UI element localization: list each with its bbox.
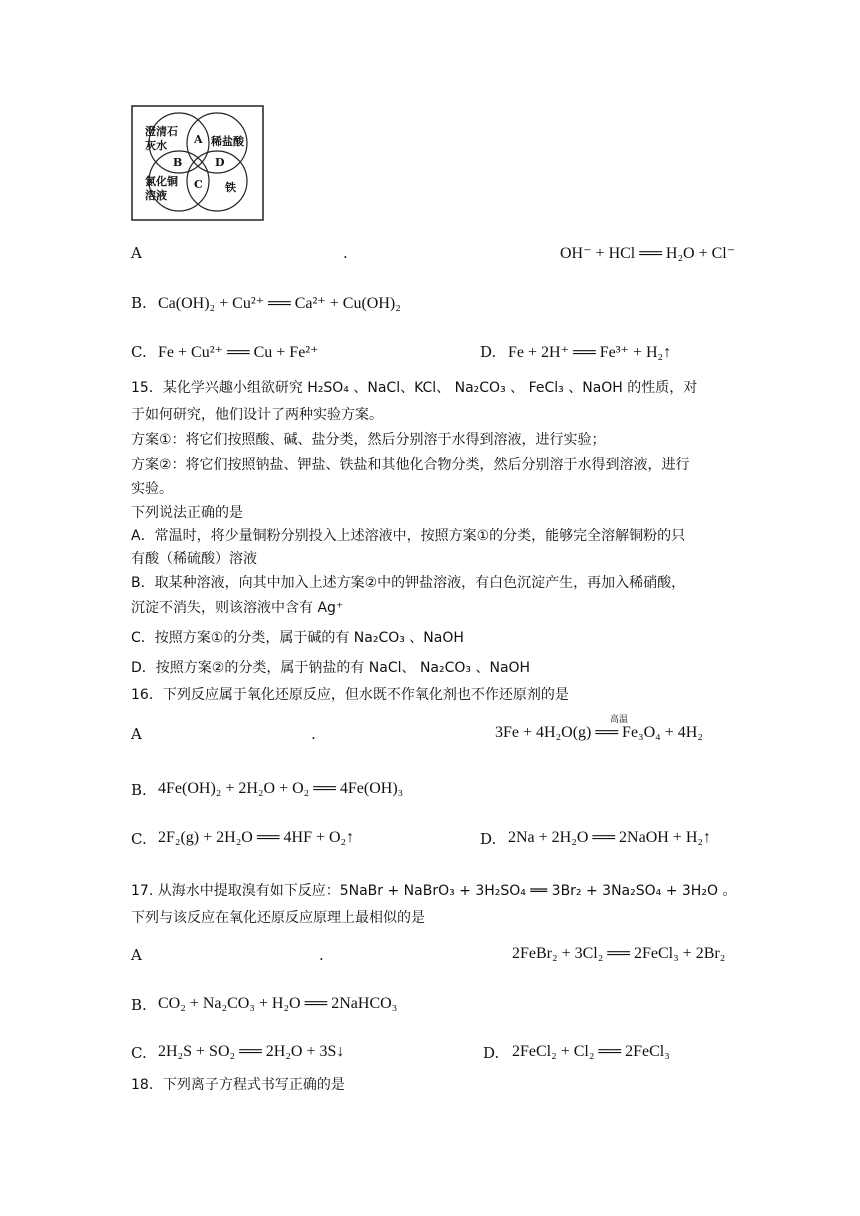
q15-question: 下列说法正确的是 (131, 505, 243, 521)
q16-option-b-equation: 4Fe(OH)₂ + 2H₂O + O₂ ══ 4Fe(OH)₃ (158, 780, 404, 797)
q14-option-b-equation: Ca(OH)₂ + Cu²⁺ ══ Ca²⁺ + Cu(OH)₂ (158, 295, 401, 312)
q15-stem-line1: 15．某化学兴趣小组欲研究 H₂SO₄ 、NaCl、KCl、 Na₂CO₃ 、 FeCl₃ 、NaOH 的性质，对 (131, 380, 698, 396)
q14-option-c-equation: Fe + Cu²⁺ ══ Cu + Fe²⁺ (158, 344, 319, 361)
q15-option-d: D．按照方案②的分类，属于钠盐的有 NaCl、 Na₂CO₃ 、NaOH (131, 660, 531, 676)
q17-option-b-label: B. (131, 996, 147, 1014)
q15-option-b-line2: 沉淀不消失，则该溶液中含有 Ag⁺ (131, 600, 344, 616)
q17-stem-line2: 下列与该反应在氧化还原反应原理上最相似的是 (131, 910, 425, 926)
q16-option-a-label: A (131, 725, 142, 743)
q16-option-c-label: C. (131, 830, 147, 848)
q17-option-a-dot: . (319, 946, 324, 964)
q16-option-a-condition: 高温 (610, 715, 629, 725)
q16-option-b-label: B. (131, 781, 147, 799)
venn-label-iron: 铁 (225, 181, 236, 194)
q14-option-a-dot: . (343, 244, 348, 262)
q17-option-a-label: A (131, 946, 142, 964)
q14-option-d-equation: Fe + 2H⁺ ══ Fe³⁺ + H₂↑ (508, 344, 672, 361)
venn-svg (131, 105, 264, 221)
venn-region-a: A (194, 133, 203, 146)
q17-option-c-equation: 2H₂S + SO₂ ══ 2H₂O + 3S↓ (158, 1043, 345, 1060)
venn-region-b: B (173, 156, 183, 169)
venn-label-cucl2: 氯化铜溶液 (145, 175, 178, 202)
q17-option-c-label: C. (131, 1044, 147, 1062)
q14-option-d-label: D. (480, 343, 497, 361)
q16-option-a-equation: 3Fe + 4H₂O(g) ══ Fe₃O₄ + 4H₂ (495, 724, 703, 741)
q14-option-a-label: A (131, 244, 142, 262)
q16-stem: 16．下列反应属于氧化还原反应，但水既不作氧化剂也不作还原剂的是 (131, 687, 569, 703)
q15-plan2-line2: 实验。 (131, 481, 173, 497)
q16-option-c-equation: 2F₂(g) + 2H₂O ══ 4HF + O₂↑ (158, 829, 355, 846)
q17-option-a-equation: 2FeBr₂ + 3Cl₂ ══ 2FeCl₃ + 2Br₂ (512, 945, 726, 962)
q15-option-a-line2: 有酸（稀硫酸）溶液 (131, 551, 257, 567)
q15-plan2-line1: 方案②：将它们按照钠盐、钾盐、铁盐和其他化合物分类，然后分别溶于水得到溶液，进行 (131, 457, 690, 473)
venn-label-lime-water: 澄清石灰水 (145, 125, 178, 152)
q16-option-d-equation: 2Na + 2H₂O ══ 2NaOH + H₂↑ (508, 829, 711, 846)
venn-diagram (131, 105, 264, 221)
q16-option-a-dot: . (311, 725, 316, 743)
venn-label-hcl: 稀盐酸 (211, 135, 244, 148)
q17-option-b-equation: CO₂ + Na₂CO₃ + H₂O ══ 2NaHCO₃ (158, 995, 398, 1012)
venn-region-c: C (194, 178, 203, 191)
q14-option-a-equation: OH⁻ + HCl ══ H₂O + Cl⁻ (560, 245, 736, 262)
q15-plan1: 方案①：将它们按照酸、碱、盐分类，然后分别溶于水得到溶液，进行实验； (131, 432, 606, 448)
q18-stem: 18．下列离子方程式书写正确的是 (131, 1077, 345, 1093)
q15-option-a-line1: A．常温时，将少量铜粉分别投入上述溶液中，按照方案①的分类，能够完全溶解铜粉的只 (131, 528, 686, 544)
q15-option-b-line1: B．取某种溶液，向其中加入上述方案②中的钾盐溶液，有白色沉淀产生，再加入稀硝酸， (131, 575, 686, 591)
q14-option-b-label: B. (131, 294, 147, 312)
q15-stem-line2: 于如何研究，他们设计了两种实验方案。 (131, 407, 383, 423)
q17-option-d-label: D. (483, 1044, 500, 1062)
q16-option-d-label: D. (480, 830, 497, 848)
q15-option-c: C．按照方案①的分类，属于碱的有 Na₂CO₃ 、NaOH (131, 630, 464, 646)
q17-option-d-equation: 2FeCl₂ + Cl₂ ══ 2FeCl₃ (512, 1043, 670, 1060)
q17-stem-line1: 17. 从海水中提取溴有如下反应：5NaBr + NaBrO₃ + 3H₂SO₄ ══ 3Br₂ + 3Na₂SO₄ + 3H₂O 。 (131, 883, 737, 899)
q14-option-c-label: C. (131, 343, 147, 361)
venn-region-d: D (215, 156, 225, 169)
